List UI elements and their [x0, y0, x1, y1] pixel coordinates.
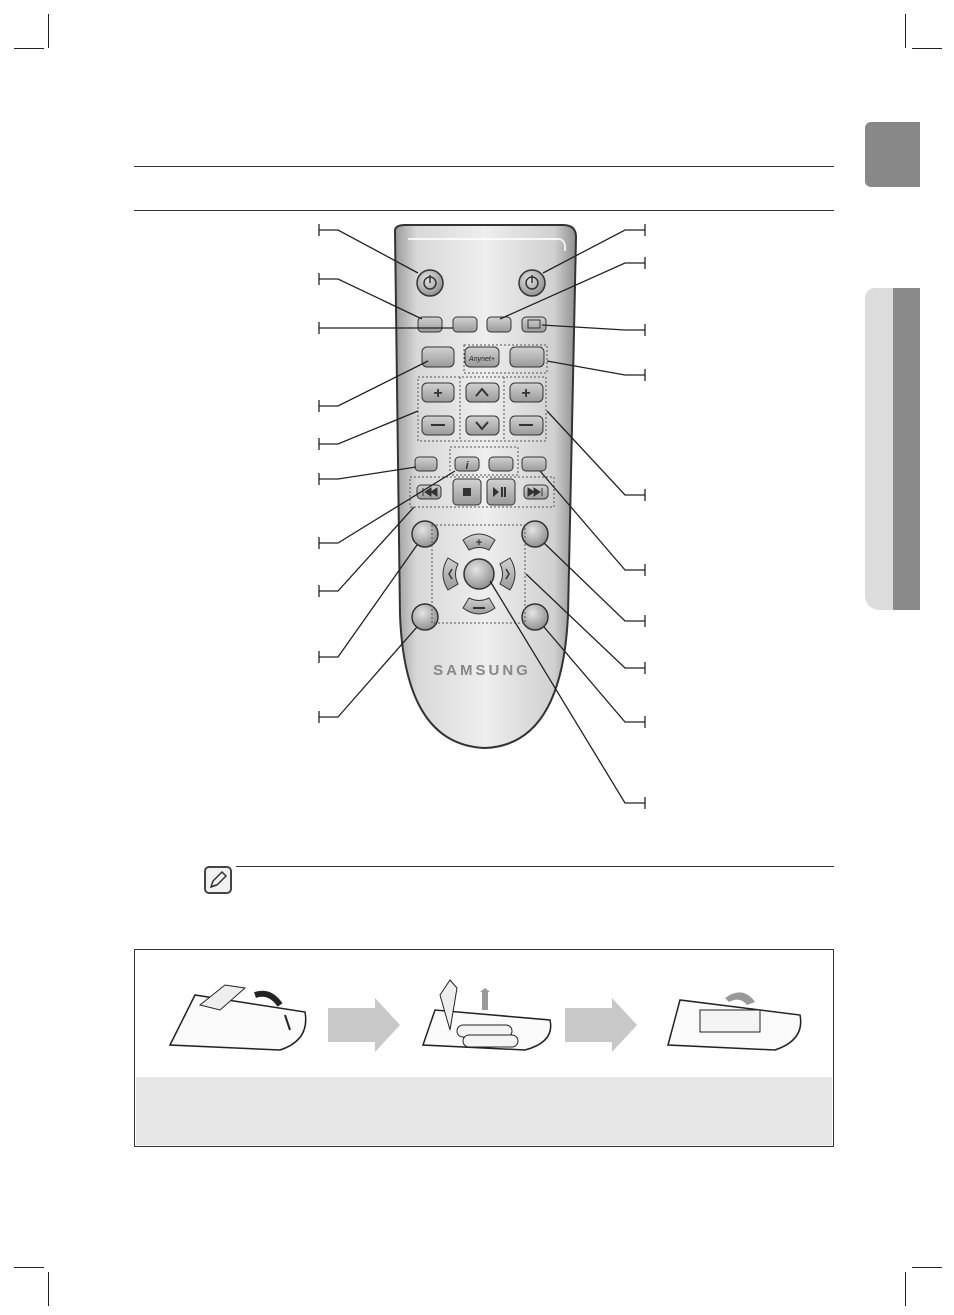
pencil-note-icon [204, 866, 232, 894]
dpad-center [464, 559, 494, 589]
side-tab-dark [893, 288, 920, 610]
side-tab-light [865, 288, 893, 610]
power-button-right [519, 270, 545, 296]
battery-steps [135, 950, 833, 1078]
dpad-right [500, 558, 515, 590]
crop-mark [48, 1272, 49, 1306]
crop-mark [14, 1267, 44, 1268]
blank-button [489, 457, 513, 471]
arrow-right-icon [328, 998, 400, 1052]
round-button-bottom-right [522, 604, 548, 630]
dpad-left [443, 558, 458, 590]
note-rule [236, 866, 834, 867]
crop-mark [48, 14, 49, 48]
crop-mark [14, 48, 44, 49]
crop-mark [912, 48, 942, 49]
remote-diagram [300, 215, 660, 815]
step-open-cover [170, 985, 306, 1050]
svg-text:Anynet+: Anynet+ [469, 356, 495, 363]
mode-button [422, 347, 454, 367]
battery-caption-band [136, 1077, 832, 1145]
small-button-2 [453, 317, 477, 332]
preset-up-button [466, 383, 499, 402]
svg-text:+: + [521, 385, 531, 402]
round-button-top-left [412, 521, 438, 547]
preset-down-button [466, 416, 499, 435]
small-button-3 [487, 317, 511, 332]
svg-text:+: + [475, 537, 483, 549]
step-insert-batteries [423, 980, 551, 1050]
power-button-left [417, 270, 443, 296]
crop-mark [912, 1267, 942, 1268]
return-button [522, 457, 546, 471]
step-close-cover [668, 992, 801, 1050]
dpad-down [463, 598, 495, 614]
battery-install-box [134, 949, 834, 1147]
svg-text:+: + [433, 385, 443, 402]
function-button [510, 347, 544, 367]
svg-text:i: i [465, 460, 469, 472]
arrow-right-icon [565, 998, 637, 1052]
header-rule-bottom [134, 210, 834, 211]
chapter-tab [865, 122, 920, 187]
header-rule-top [134, 166, 834, 167]
crop-mark [905, 14, 906, 48]
mute-button [415, 457, 437, 471]
round-button-bottom-left [412, 604, 438, 630]
crop-mark [905, 1272, 906, 1306]
brand-logo: SAMSUNG [433, 662, 531, 679]
